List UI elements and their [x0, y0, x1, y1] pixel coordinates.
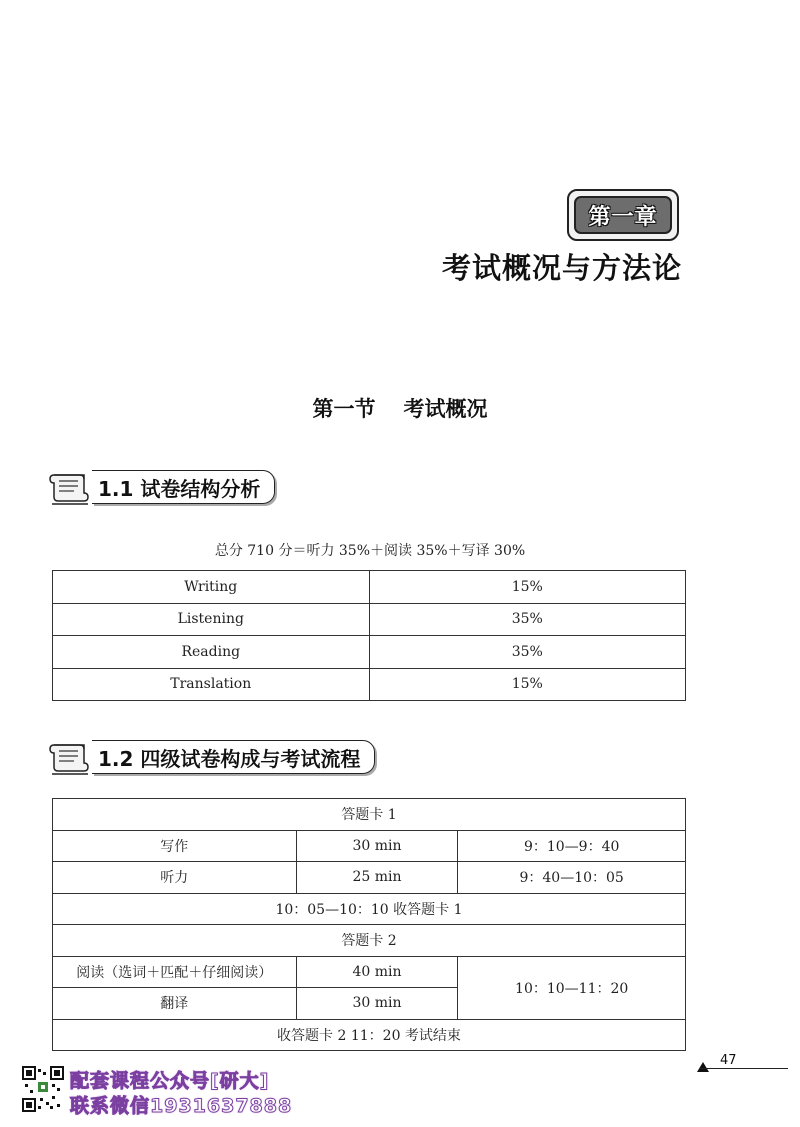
table-cell: 听力: [53, 862, 297, 894]
table-row: [53, 893, 686, 925]
section-title: [0, 393, 800, 423]
table-row: [53, 799, 686, 831]
table-cell: 15%: [369, 571, 686, 604]
table-row: [53, 571, 686, 604]
chapter-label: 第一章: [588, 204, 658, 230]
table-cell: 40 min: [296, 956, 458, 988]
table-cell: 翻译: [53, 988, 297, 1020]
table-cell: 9：40—10：05: [458, 862, 686, 894]
qr-code-icon: [22, 1066, 64, 1112]
scroll-icon: [48, 737, 90, 777]
chapter-badge-inner: [574, 196, 672, 234]
table-cell: Writing: [53, 571, 370, 604]
table-row: [53, 1019, 686, 1051]
table-cell: 35%: [369, 636, 686, 669]
table-cell: 写作: [53, 830, 297, 862]
table-cell: 9：10—9：40: [458, 830, 686, 862]
subsection-1-2-title: 1.2 四级试卷构成与考试流程: [92, 740, 375, 774]
table-row: [53, 925, 686, 957]
structure-table: [52, 570, 686, 701]
chapter-title: 考试概况与方法论: [441, 251, 682, 285]
section-number: 第一节: [312, 397, 376, 421]
scroll-icon: [48, 467, 90, 507]
chapter-badge: [567, 189, 679, 241]
table-cell: 35%: [369, 603, 686, 636]
table-cell: Listening: [53, 603, 370, 636]
table-cell: 15%: [369, 668, 686, 701]
table-row: [53, 603, 686, 636]
subsection-1-1-heading: [48, 466, 275, 508]
table-cell: 30 min: [296, 830, 458, 862]
table-row: [53, 636, 686, 669]
table-cell: 答题卡 1: [53, 799, 686, 831]
subsection-1-1-title: 1.1 试卷结构分析: [92, 470, 275, 504]
table-cell: 答题卡 2: [53, 925, 686, 957]
table-row: [53, 668, 686, 701]
watermark-line-2: 联系微信1931637888: [70, 1095, 293, 1117]
table-cell: 30 min: [296, 988, 458, 1020]
table-row: [53, 830, 686, 862]
table-cell: Translation: [53, 668, 370, 701]
page-number: 47: [700, 1053, 788, 1069]
watermark-line-1: 配套课程公众号[研大]: [70, 1070, 270, 1092]
table-cell: 25 min: [296, 862, 458, 894]
table-cell: 10：10—11：20: [458, 956, 686, 1019]
score-formula: 总分 710 分＝听力 35%＋阅读 35%＋写译 30%: [214, 543, 526, 559]
table-row: [53, 956, 686, 988]
table-cell: Reading: [53, 636, 370, 669]
table-cell: 阅读（选词＋匹配＋仔细阅读）: [53, 956, 297, 988]
table-cell: 收答题卡 2 11：20 考试结束: [53, 1019, 686, 1051]
process-table: [52, 798, 686, 1051]
table-row: [53, 862, 686, 894]
section-name: 考试概况: [403, 397, 488, 421]
table-cell: 10：05—10：10 收答题卡 1: [53, 893, 686, 925]
subsection-1-2-heading: [48, 736, 375, 778]
